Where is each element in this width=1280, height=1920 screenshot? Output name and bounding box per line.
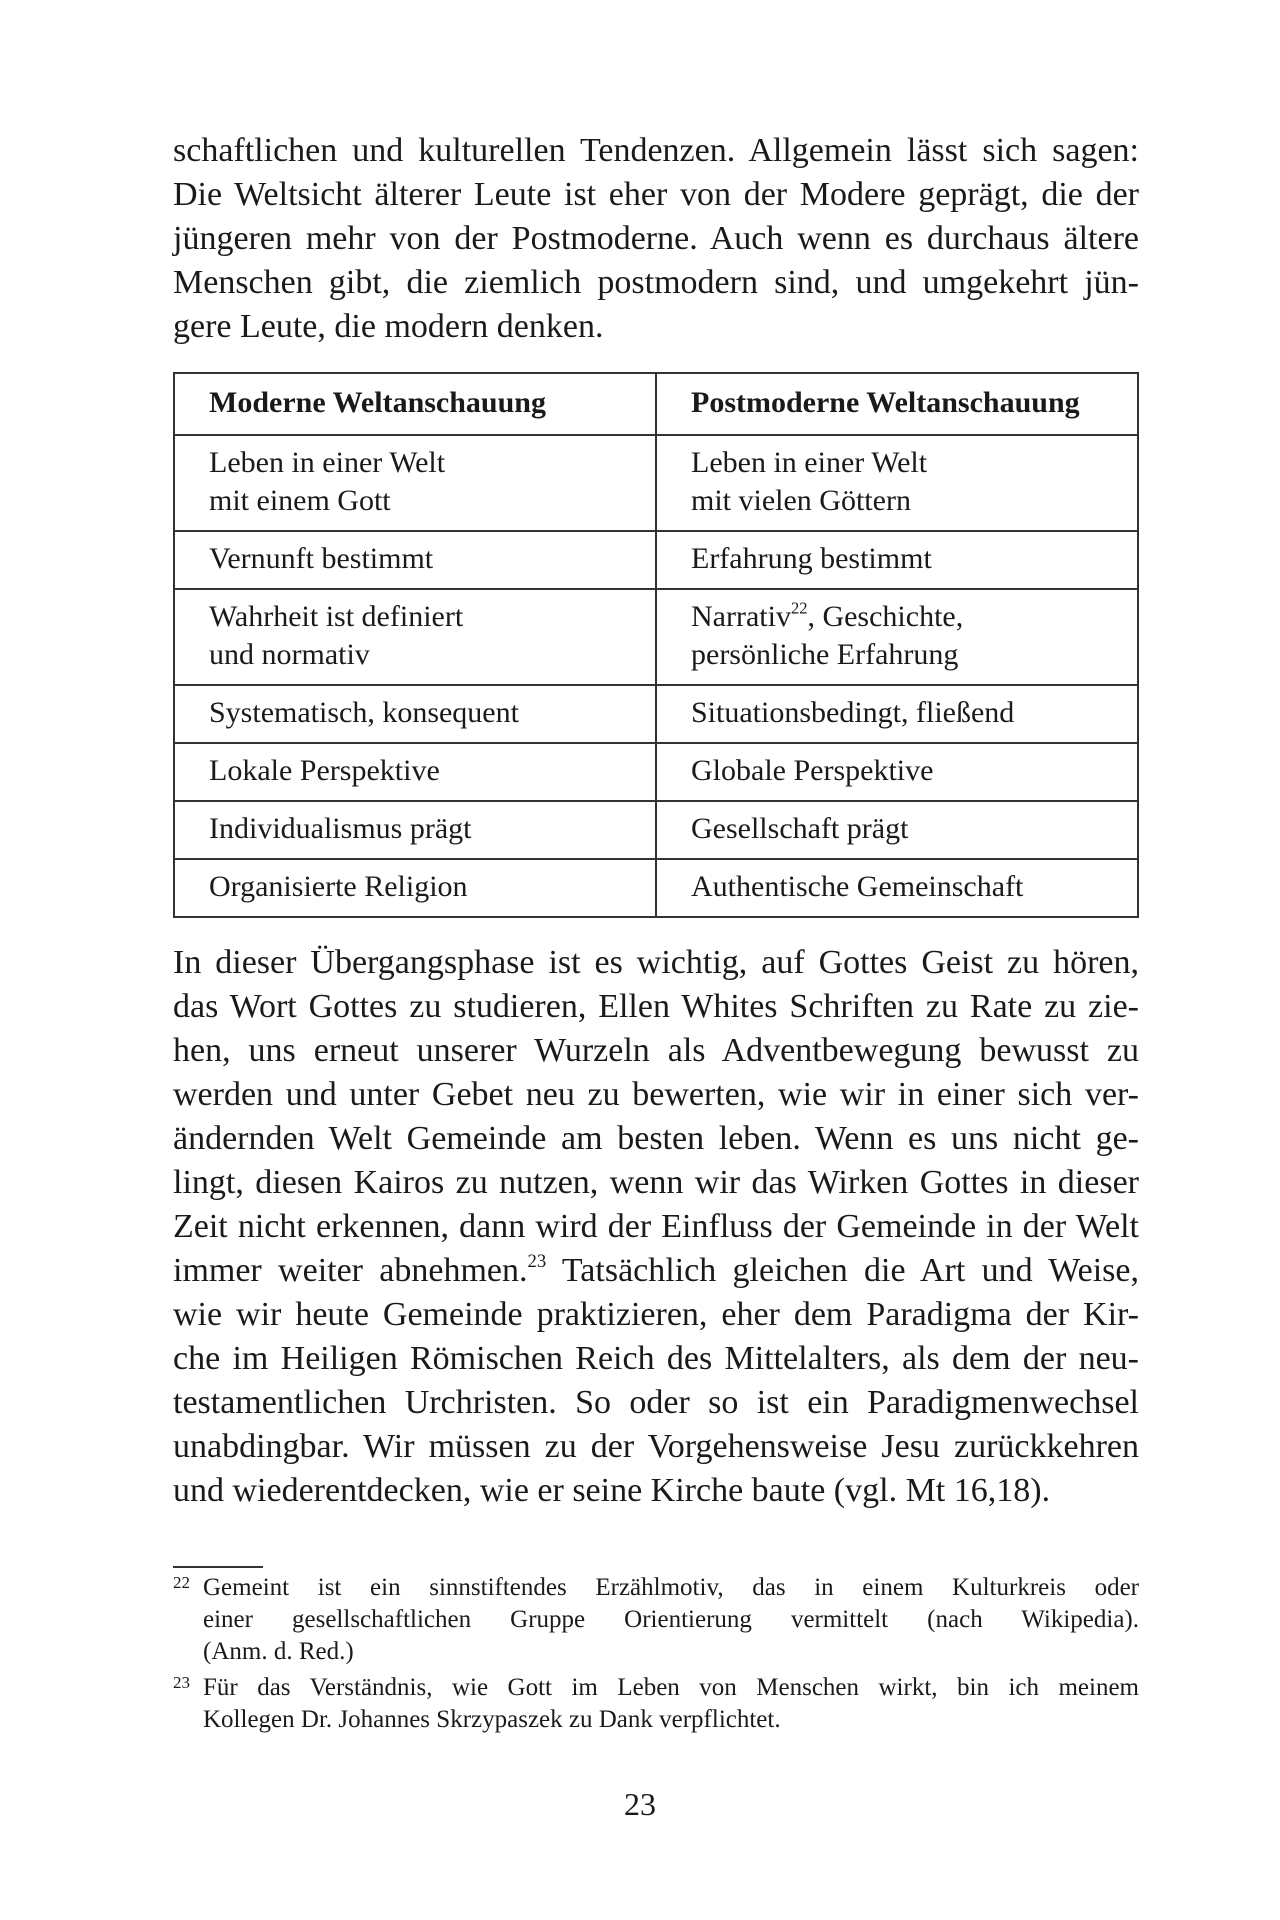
table-row <box>174 435 1138 531</box>
postmodern-cell <box>656 435 1138 531</box>
table-row <box>174 859 1138 917</box>
footnote-line: Gemeint ist ein sinnstiftendes Erzählmotiv, das in einem Kulturkreis oder <box>203 1574 1139 1601</box>
modern-cell <box>174 589 656 685</box>
text-line: testamentlichen Urchristen. So oder so ist ein Paradigmenwechsel <box>173 1384 1139 1421</box>
worldview-comparison-table <box>173 372 1139 918</box>
cell-line: Leben in einer Welt <box>691 446 928 479</box>
modern-cell <box>174 531 656 589</box>
table-header-row <box>174 373 1138 435</box>
cell-line: mit einem Gott <box>209 484 391 517</box>
postmodern-cell <box>656 589 1138 685</box>
header-postmodern-worldview: Postmoderne Weltanschauung <box>656 373 1138 435</box>
cell-line: Individualismus prägt <box>209 812 472 845</box>
cell-line: Vernunft bestimmt <box>209 542 434 575</box>
footnote-number: 23 <box>173 1673 190 1692</box>
cell-line: mit vielen Göttern <box>691 484 911 517</box>
cell-line: persönliche Erfahrung <box>691 638 959 671</box>
text-line: und wiederentdecken, wie er seine Kirche baute (vgl. Mt 16,18). <box>173 1472 1051 1509</box>
main-paragraph <box>173 941 1139 1513</box>
table-row <box>174 801 1138 859</box>
text-line: wie wir heute Gemeinde praktizieren, eher dem Paradigma der Kir- <box>173 1296 1139 1333</box>
footnote-line: einer gesellschaftlichen Gruppe Orientierung vermittelt (nach Wikipedia). <box>203 1606 1139 1633</box>
footnote-ref-23: 23 <box>527 1250 547 1272</box>
cell-line: Authentische Gemeinschaft <box>691 870 1024 903</box>
intro-paragraph <box>173 129 1139 349</box>
cell-line: Lokale Perspektive <box>209 754 440 787</box>
text-line: ändernden Welt Gemeinde am besten leben. Wenn es uns nicht ge- <box>173 1120 1139 1157</box>
text-line: che im Heiligen Römischen Reich des Mittelalters, als dem der neu- <box>173 1340 1139 1377</box>
postmodern-cell <box>656 743 1138 801</box>
footnotes <box>173 1572 1139 1736</box>
text-line: Zeit nicht erkennen, dann wird der Einfluss der Gemeinde in der Welt <box>173 1208 1139 1245</box>
footnote-line: Für das Verständnis, wie Gott im Leben von Menschen wirkt, bin ich meinem <box>203 1674 1139 1701</box>
cell-line: Situationsbedingt, fließend <box>691 696 1015 729</box>
cell-line <box>691 598 1103 636</box>
cell-line: Organisierte Religion <box>209 870 468 903</box>
cell-text: , Geschichte, <box>807 600 964 633</box>
modern-cell <box>174 435 656 531</box>
text-segment: immer weiter abnehmen. <box>173 1252 528 1289</box>
text-line: schaftlichen und kulturellen Tendenzen. Allgemein lässt sich sagen: <box>173 132 1139 169</box>
modern-cell <box>174 859 656 917</box>
text-line: hen, uns erneut unserer Wurzeln als Adventbewegung bewusst zu <box>173 1032 1139 1069</box>
postmodern-cell <box>656 685 1138 743</box>
postmodern-cell <box>656 801 1138 859</box>
text-line: jüngeren mehr von der Postmoderne. Auch wenn es durchaus ältere <box>173 220 1139 257</box>
table-row <box>174 531 1138 589</box>
cell-text: Narrativ <box>691 600 791 633</box>
modern-cell <box>174 685 656 743</box>
modern-cell <box>174 743 656 801</box>
cell-line: Erfahrung bestimmt <box>691 542 932 575</box>
footnote-ref-22: 22 <box>790 598 808 618</box>
text-line: gere Leute, die modern denken. <box>173 308 604 345</box>
cell-line: und normativ <box>209 638 370 671</box>
footnote-23 <box>173 1672 1139 1736</box>
cell-line: Wahrheit ist definiert <box>209 600 464 633</box>
footnote-number: 22 <box>173 1573 190 1592</box>
modern-cell <box>174 801 656 859</box>
text-line: Die Weltsicht älterer Leute ist eher von der Modere geprägt, die der <box>173 176 1139 213</box>
table-row <box>174 743 1138 801</box>
text-line: unabdingbar. Wir müssen zu der Vorgehensweise Jesu zurückkehren <box>173 1428 1139 1465</box>
table-row <box>174 685 1138 743</box>
cell-line: Globale Perspektive <box>691 754 934 787</box>
postmodern-cell <box>656 859 1138 917</box>
footnote-line: Kollegen Dr. Johannes Skrzypaszek zu Dank verpflichtet. <box>203 1706 781 1733</box>
postmodern-cell <box>656 531 1138 589</box>
page-number: 23 <box>624 1786 656 1822</box>
table-row <box>174 589 1138 685</box>
footnote-line: (Anm. d. Red.) <box>203 1638 354 1665</box>
cell-line: Systematisch, konsequent <box>209 696 519 729</box>
header-modern-worldview: Moderne Weltanschauung <box>174 373 656 435</box>
text-line: In dieser Übergangsphase ist es wichtig, auf Gottes Geist zu hören, <box>173 944 1139 981</box>
cell-line: Leben in einer Welt <box>209 446 446 479</box>
text-line: lingt, diesen Kairos zu nutzen, wenn wir das Wirken Gottes in dieser <box>173 1164 1139 1201</box>
text-line: werden und unter Gebet neu zu bewerten, wie wir in einer sich ver- <box>173 1076 1139 1113</box>
text-line: das Wort Gottes zu studieren, Ellen Whites Schriften zu Rate zu zie- <box>173 988 1139 1025</box>
footnote-separator <box>173 1566 263 1568</box>
footnote-22 <box>173 1572 1139 1668</box>
text-line: Menschen gibt, die ziemlich postmodern sind, und umgekehrt jün- <box>173 264 1139 301</box>
text-line <box>173 1249 1139 1293</box>
text-segment: Tatsächlich gleichen die Art und Weise, <box>546 1252 1139 1289</box>
cell-line: Gesellschaft prägt <box>691 812 909 845</box>
